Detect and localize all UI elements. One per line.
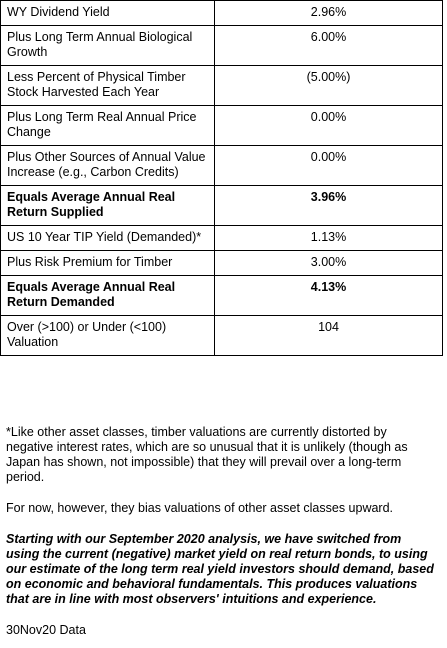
table-row (1, 106, 443, 146)
row-value: 2.96% (215, 1, 443, 26)
row-label: Plus Long Term Real Annual Price Change (1, 106, 215, 146)
row-label: Equals Average Annual Real Return Demanded (1, 276, 215, 316)
row-label: Plus Long Term Annual Biological Growth (1, 26, 215, 66)
table-row (1, 1, 443, 26)
data-date: 30Nov20 Data (6, 623, 86, 637)
table-row (1, 26, 443, 66)
row-value: 0.00% (215, 146, 443, 186)
row-label: Over (>100) or Under (<100) Valuation (1, 316, 215, 356)
table-row (1, 226, 443, 251)
methodology-note: Starting with our September 2020 analysis, we have switched from using the current (negative) market yield on real return bonds, to using our estimate of the long term real yield investors should demand, based on economic and behavioral fundamentals. This produces valuations that are in line with most observers' intuitions and experience. (6, 532, 434, 606)
row-value: 3.00% (215, 251, 443, 276)
row-value: 3.96% (215, 186, 443, 226)
row-value: (5.00%) (215, 66, 443, 106)
row-label: US 10 Year TIP Yield (Demanded)* (1, 226, 215, 251)
row-value: 4.13% (215, 276, 443, 316)
footnote-text: *Like other asset classes, timber valuations are currently distorted by negative interest rates, which are so unusual that it is unlikely (though as Japan has shown, not impossible) that they will prevail over a long-term period. (6, 425, 408, 484)
table-row (1, 186, 443, 226)
row-label: Less Percent of Physical Timber Stock Harvested Each Year (1, 66, 215, 106)
row-value: 6.00% (215, 26, 443, 66)
table-row (1, 146, 443, 186)
table-row (1, 66, 443, 106)
row-label: WY Dividend Yield (1, 1, 215, 26)
bias-note: For now, however, they bias valuations of other asset classes upward. (6, 501, 394, 515)
table-row (1, 276, 443, 316)
row-label: Plus Other Sources of Annual Value Increase (e.g., Carbon Credits) (1, 146, 215, 186)
row-value: 0.00% (215, 106, 443, 146)
notes-section (6, 425, 434, 638)
table-row (1, 251, 443, 276)
table-row (1, 316, 443, 356)
row-label: Plus Risk Premium for Timber (1, 251, 215, 276)
row-value: 104 (215, 316, 443, 356)
row-value: 1.13% (215, 226, 443, 251)
row-label: Equals Average Annual Real Return Supplied (1, 186, 215, 226)
